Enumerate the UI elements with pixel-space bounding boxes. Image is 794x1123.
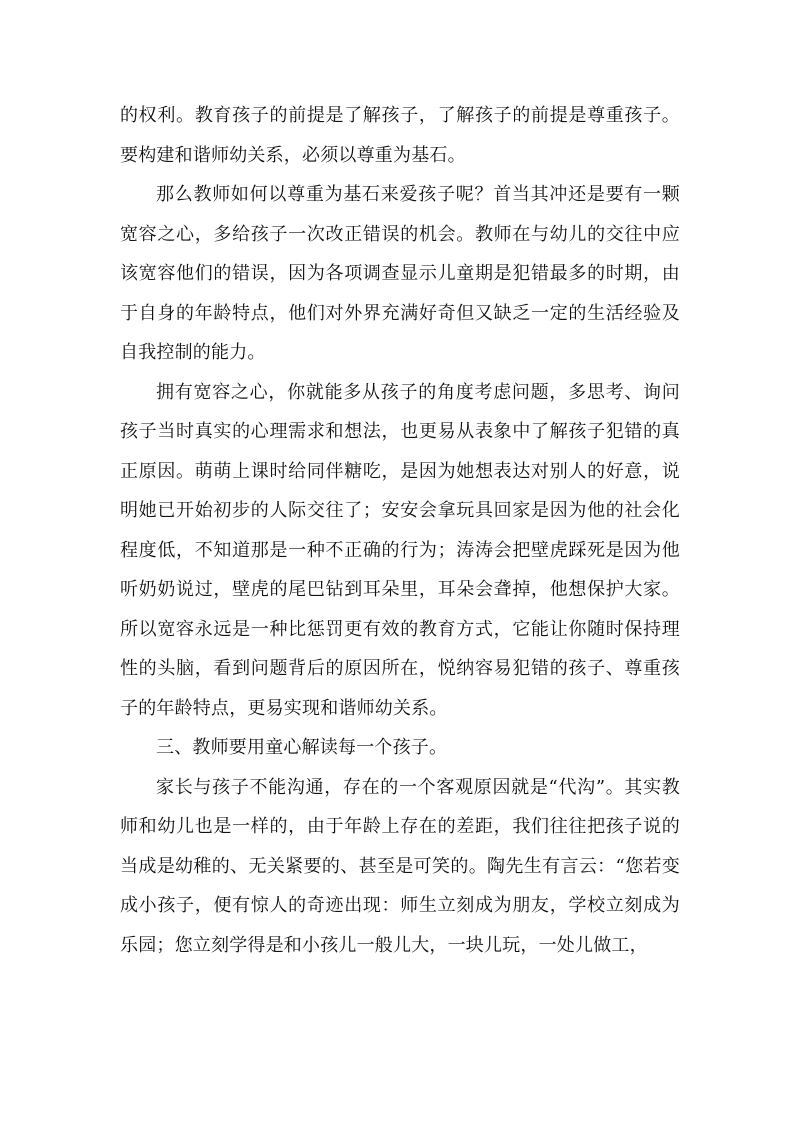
paragraph-3: 拥有宽容之心，你就能多从孩子的角度考虑问题，多思考、询问孩子当时真实的心理需求和想法，也更易从表象中了解孩子犯错的真正原因。萌萌上课时给同伴糖吃，是因为她想表达对别人的好意，说明她已开始初步的人际交往了；安安会拿玩具回家是因为他的社会化程度低，不知道那是一种不正确的行为；涛涛会把壁虎踩死是因为他听奶奶说过，壁虎的尾巴钻到耳朵里，耳朵会聋掉，他想保护大家。所以宽容永远是一种比惩罚更有效的教育方式，它能让你随时保持理性的头脑，看到问题背后的原因所在，悦纳容易犯错的孩子、尊重孩子的年龄特点，更易实现和谐师幼关系。 xyxy=(120,381,680,719)
paragraph-5: 家长与孩子不能沟通，存在的一个客观原因就是“代沟”。其实教师和幼儿也是一样的，由于年龄上存在的差距，我们往往把孩子说的当成是幼稚的、无关紧要的、甚至是可笑的。陶先生有言云：“您若变成小孩子，便有惊人的奇迹出现：师生立刻成为朋友，学校立刻成为乐园；您立刻学得是和小孩儿一般儿大，一块儿玩，一处儿做工， xyxy=(120,776,680,956)
paragraph-2: 那么教师如何以尊重为基石来爱孩子呢？首当其冲还是要有一颗宽容之心，多给孩子一次改正错误的机会。教师在与幼儿的交往中应该宽容他们的错误，因为各项调查显示儿童期是犯错最多的时期，由于自身的年龄特点，他们对外界充满好奇但又缺乏一定的生活经验及自我控制的能力。 xyxy=(120,184,680,363)
paragraph-1: 的权利。教育孩子的前提是了解孩子，了解孩子的前提是尊重孩子。要构建和谐师幼关系，必须以尊重为基石。 xyxy=(120,105,680,166)
section-heading-3: 三、教师要用童心解读每一个孩子。 xyxy=(156,737,448,758)
document-body xyxy=(120,96,680,965)
